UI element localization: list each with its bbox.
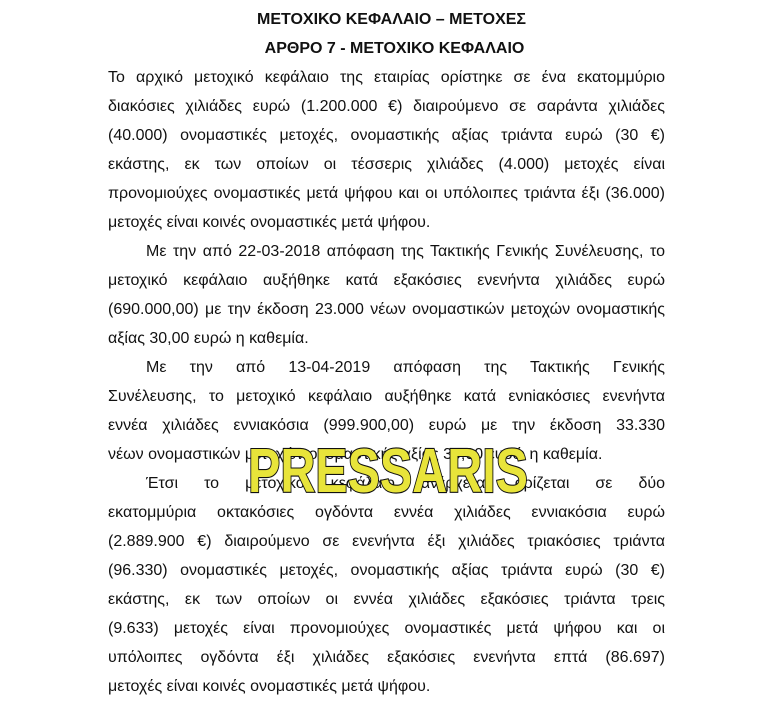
paragraph-4-line-7: υπόλοιπες ογδόντα έξι χιλιάδες εξακόσιες ενενήντα επτά (86.697) bbox=[108, 649, 665, 666]
document-heading-main: ΜΕΤΟΧΙΚΟ ΚΕΦΑΛΑΙΟ – ΜΕΤΟΧΕΣ bbox=[256, 11, 527, 28]
paragraph-4-line-1: Έτσι το μετοχικό κεφάλαιο ανέρχεται ορίζεται σε δύο bbox=[146, 475, 665, 492]
paragraph-1-line-5: προνομιούχες ονομαστικές μετά ψήφου και οι υπόλοιπες τριάντα έξι (36.000) bbox=[108, 185, 665, 202]
paragraph-4-line-6: (9.633) μετοχές είναι προνομιούχες ονομαστικές μετά ψήφου και οι bbox=[108, 620, 665, 637]
paragraph-3-line-1: Με την από 13-04-2019 απόφαση της Τακτικής Γενικής bbox=[146, 359, 665, 376]
paragraph-3-line-4: νέων ονομαστικών μετοχών ονομαστικής αξίας 30,00 ευρώ η καθεμία. bbox=[108, 446, 603, 463]
paragraph-3-line-2: Συνέλευσης, το μετοχικό κεφάλαιο αυξήθηκε κατά ενniακόσιες ενενήντα bbox=[108, 388, 665, 405]
paragraph-2-line-2: μετοχικό κεφάλαιο αυξήθηκε κατά εξακόσιες ενενήντα χιλιάδες ευρώ bbox=[108, 272, 665, 289]
paragraph-4-line-5: εκάστης, εκ των οποίων οι εννέα χιλιάδες εξακόσιες τριάντα τρεις bbox=[108, 591, 665, 608]
paragraph-4-line-4: (96.330) ονομαστικές μετοχές, ονομαστικής αξίας τριάντα ευρώ (30 €) bbox=[108, 562, 665, 579]
document-heading-article: ΑΡΘΡΟ 7 - ΜΕΤΟΧΙΚΟ ΚΕΦΑΛΑΙΟ bbox=[264, 40, 525, 57]
paragraph-2-line-3: (690.000,00) με την έκδοση 23.000 νέων ονομαστικών μετοχών ονομαστικής bbox=[108, 301, 665, 318]
paragraph-3-line-3: εννέα χιλιάδες εννιακόσια (999.900,00) ευρώ με την έκδοση 33.330 bbox=[108, 417, 665, 434]
paragraph-1-line-3: (40.000) ονομαστικές μετοχές, ονομαστικής αξίας τριάντα ευρώ (30 €) bbox=[108, 127, 665, 144]
paragraph-1-line-4: εκάστης, εκ των οποίων οι τέσσερις χιλιάδες (4.000) μετοχές είναι bbox=[108, 156, 665, 173]
paragraph-1-line-2: διακόσιες χιλιάδες ευρώ (1.200.000 €) διαιρούμενο σε σαράντα χιλιάδες bbox=[108, 98, 665, 115]
watermark-text: PRESSARIS bbox=[248, 437, 528, 504]
paragraph-2-line-4: αξίας 30,00 ευρώ η καθεμία. bbox=[108, 330, 309, 347]
paragraph-1-line-1: Το αρχικό μετοχικό κεφάλαιο της εταιρίας ορίστηκε σε ένα εκατομμύριο bbox=[108, 69, 665, 86]
paragraph-4-line-8: μετοχές είναι κοινές ονομαστικές μετά ψήφου. bbox=[108, 678, 431, 695]
paragraph-2-line-1: Με την από 22-03-2018 απόφαση της Τακτικής Γενικής Συνέλευσης, το bbox=[146, 243, 665, 260]
paragraph-1-line-6: μετοχές είναι κοινές ονομαστικές μετά ψήφου. bbox=[108, 214, 431, 231]
paragraph-4-line-3: (2.889.900 €) διαιρούμενο σε ενενήντα έξι χιλιάδες τριακόσιες τριάντα bbox=[108, 533, 665, 550]
paragraph-4-line-2: εκατομμύρια οκτακόσιες ογδόντα εννέα χιλιάδες εννιακόσια ευρώ bbox=[108, 504, 665, 521]
